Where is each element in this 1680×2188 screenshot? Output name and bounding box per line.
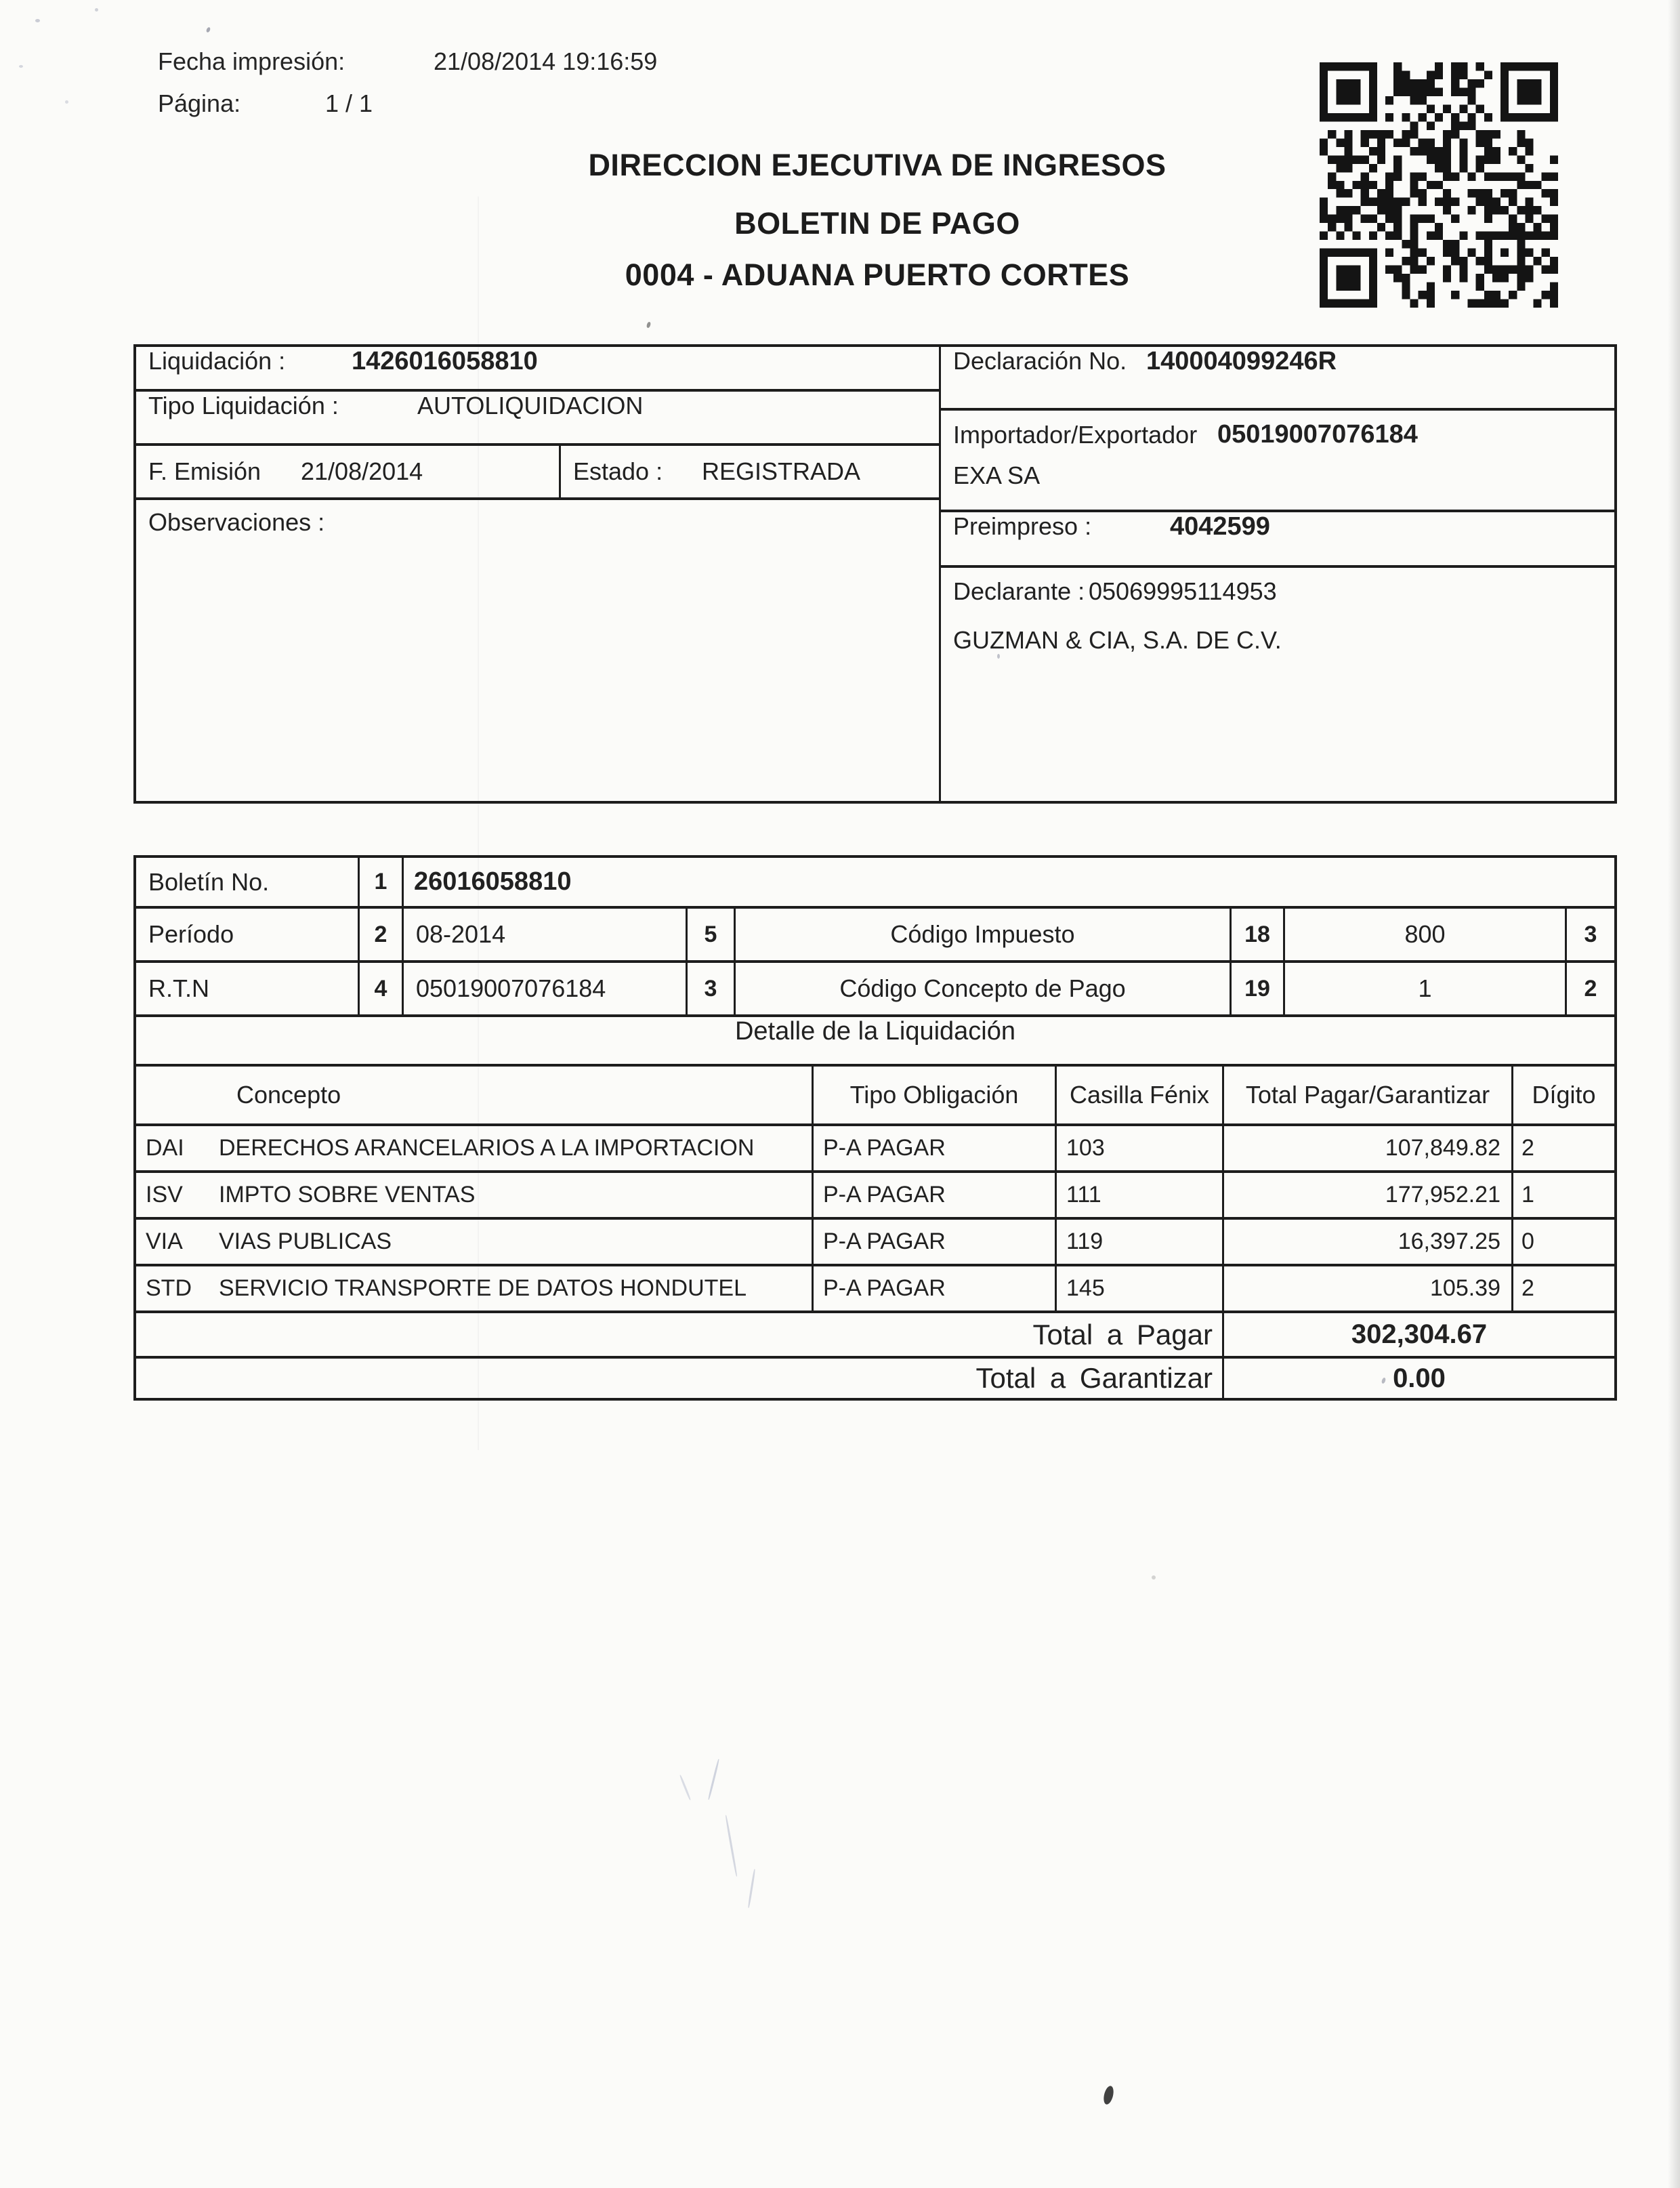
print-meta bbox=[158, 47, 657, 118]
declaracion-row bbox=[941, 347, 1614, 408]
tipo-liquidacion-row bbox=[136, 389, 939, 443]
concepto-code: STD bbox=[146, 1275, 192, 1301]
concepto-cell bbox=[136, 1266, 812, 1310]
liquidacion-label: Liquidación : bbox=[148, 347, 286, 375]
institution-title: DIRECCION EJECUTIVA DE INGRESOS bbox=[588, 148, 1167, 182]
detalle-header-row bbox=[136, 1064, 1614, 1123]
pencil-mark bbox=[725, 1815, 738, 1876]
boletin-no-label: Boletín No. bbox=[148, 867, 270, 896]
document-title: BOLETIN DE PAGO bbox=[734, 206, 1020, 241]
fecha-impresion-value: 21/08/2014 19:16:59 bbox=[434, 47, 658, 75]
total-garantizar-value: 0.00 bbox=[1222, 1359, 1614, 1398]
total-pagar-label: Total a Pagar bbox=[1032, 1318, 1213, 1350]
fecha-impresion bbox=[158, 47, 657, 76]
importador-name: EXA SA bbox=[953, 461, 1041, 489]
detalle-row-dai bbox=[136, 1123, 1614, 1170]
concepto-desc: VIAS PUBLICAS bbox=[219, 1229, 392, 1254]
boletin-no-index: 1 bbox=[358, 858, 402, 906]
declarante-name: GUZMAN & CIA, S.A. DE C.V. bbox=[953, 626, 1282, 654]
boletin-no-number: 26016058810 bbox=[414, 867, 572, 896]
importador-label: Importador/Exportador bbox=[953, 420, 1198, 449]
pagina-value: 1 / 1 bbox=[325, 89, 373, 117]
tipo-obligacion-cell: P-A PAGAR bbox=[812, 1173, 1055, 1217]
concepto-desc: IMPTO SOBRE VENTAS bbox=[219, 1182, 476, 1207]
casilla-fenix-cell: 111 bbox=[1055, 1173, 1222, 1217]
fecha-impresion-label: Fecha impresión: bbox=[158, 47, 345, 75]
pagina bbox=[158, 89, 657, 118]
qr-code-icon bbox=[1320, 62, 1558, 308]
importador-line bbox=[953, 420, 1614, 449]
emision-estado-row bbox=[136, 443, 939, 497]
declarante-label: Declarante : bbox=[953, 577, 1085, 605]
concepto-cell bbox=[136, 1126, 812, 1170]
codigo-impuesto-digit: 3 bbox=[1565, 909, 1614, 960]
tipo-obligacion-cell: P-A PAGAR bbox=[812, 1266, 1055, 1310]
declaracion-value: 140004099246R bbox=[1146, 347, 1337, 375]
concepto-desc: DERECHOS ARANCELARIOS A LA IMPORTACION bbox=[219, 1135, 755, 1161]
digito-cell: 2 bbox=[1511, 1126, 1614, 1170]
total-pagar-cell: 107,849.82 bbox=[1222, 1126, 1511, 1170]
codigo-concepto-index-left: 3 bbox=[686, 963, 734, 1014]
rtn-value: 05019007076184 bbox=[402, 963, 686, 1014]
concepto-code: VIA bbox=[146, 1229, 183, 1254]
concepto-cell bbox=[136, 1220, 812, 1264]
preimpreso-value: 4042599 bbox=[1170, 512, 1270, 541]
pencil-mark bbox=[708, 1759, 720, 1800]
scan-speck bbox=[997, 654, 1000, 659]
col-header-digito: Dígito bbox=[1511, 1067, 1614, 1123]
declarante-name-line bbox=[953, 626, 1614, 655]
scan-speck bbox=[206, 26, 211, 33]
liquidacion-info-left bbox=[136, 347, 939, 801]
detalle-row-std bbox=[136, 1264, 1614, 1310]
f-emision-label: F. Emisión bbox=[148, 457, 261, 485]
pagina-label: Página: bbox=[158, 89, 241, 117]
liquidacion-row bbox=[136, 347, 939, 389]
rtn-row bbox=[136, 960, 1614, 1014]
declarante-cell bbox=[941, 565, 1614, 801]
codigo-impuesto-index: 18 bbox=[1230, 909, 1283, 960]
concepto-code: ISV bbox=[146, 1182, 183, 1207]
total-pagar-cell: 177,952.21 bbox=[1222, 1173, 1511, 1217]
declaracion-label: Declaración No. bbox=[953, 347, 1127, 375]
col-header-tipo-obligacion: Tipo Obligación bbox=[812, 1067, 1055, 1123]
casilla-fenix-cell: 103 bbox=[1055, 1126, 1222, 1170]
col-header-concepto: Concepto bbox=[236, 1081, 341, 1109]
codigo-impuesto-label: Código Impuesto bbox=[734, 909, 1230, 960]
scan-edge-shadow bbox=[1668, 0, 1680, 2188]
f-emision-cell bbox=[136, 446, 559, 497]
digito-cell: 2 bbox=[1511, 1266, 1614, 1310]
codigo-impuesto-value: 800 bbox=[1283, 909, 1565, 960]
liquidacion-value: 1426016058810 bbox=[352, 347, 538, 375]
observaciones-label: Observaciones : bbox=[148, 508, 325, 536]
total-pagar-value: 302,304.67 bbox=[1222, 1313, 1614, 1356]
tipo-liquidacion-label: Tipo Liquidación : bbox=[148, 392, 339, 419]
casilla-fenix-cell: 145 bbox=[1055, 1266, 1222, 1310]
tipo-obligacion-cell: P-A PAGAR bbox=[812, 1220, 1055, 1264]
total-pagar-cell: 105.39 bbox=[1222, 1266, 1511, 1310]
codigo-concepto-value: 1 bbox=[1283, 963, 1565, 1014]
f-emision-value: 21/08/2014 bbox=[301, 457, 423, 485]
col-header-total-pagar: Total Pagar/Garantizar bbox=[1222, 1067, 1511, 1123]
liquidacion-info-table bbox=[133, 344, 1617, 804]
ink-speck bbox=[1102, 2085, 1115, 2105]
codigo-impuesto-index-left: 5 bbox=[686, 909, 734, 960]
casilla-fenix-cell: 119 bbox=[1055, 1220, 1222, 1264]
importador-value: 05019007076184 bbox=[1217, 420, 1418, 449]
scan-speck bbox=[35, 19, 40, 22]
detalle-title-row bbox=[136, 1014, 1614, 1064]
total-pagar-row bbox=[136, 1310, 1614, 1356]
observaciones-cell bbox=[136, 497, 939, 801]
periodo-label: Período bbox=[148, 920, 234, 948]
rtn-label: R.T.N bbox=[148, 974, 209, 1002]
scan-speck bbox=[646, 321, 652, 328]
codigo-concepto-label: Código Concepto de Pago bbox=[734, 963, 1230, 1014]
importador-name-line bbox=[953, 461, 1614, 490]
tipo-liquidacion-value: AUTOLIQUIDACION bbox=[417, 392, 644, 419]
estado-cell bbox=[559, 446, 939, 497]
preimpreso-row bbox=[941, 510, 1614, 565]
concepto-desc: SERVICIO TRANSPORTE DE DATOS HONDUTEL bbox=[219, 1275, 747, 1301]
importador-row bbox=[941, 408, 1614, 510]
scan-speck bbox=[65, 100, 68, 104]
detalle-row-via bbox=[136, 1217, 1614, 1264]
digito-cell: 0 bbox=[1511, 1220, 1614, 1264]
detalle-row-isv bbox=[136, 1170, 1614, 1217]
digito-cell: 1 bbox=[1511, 1173, 1614, 1217]
preimpreso-label: Preimpreso : bbox=[953, 512, 1092, 540]
codigo-concepto-digit: 2 bbox=[1565, 963, 1614, 1014]
pencil-mark bbox=[679, 1775, 692, 1800]
col-header-casilla-fenix: Casilla Fénix bbox=[1055, 1067, 1222, 1123]
aduana-title: 0004 - ADUANA PUERTO CORTES bbox=[625, 257, 1130, 292]
rtn-index: 4 bbox=[358, 963, 402, 1014]
estado-label: Estado : bbox=[573, 457, 663, 485]
scan-speck bbox=[1152, 1575, 1156, 1580]
boletin-no-row bbox=[136, 858, 1614, 906]
periodo-index: 2 bbox=[358, 909, 402, 960]
concepto-cell bbox=[136, 1173, 812, 1217]
pencil-mark bbox=[747, 1869, 755, 1908]
tipo-obligacion-cell: P-A PAGAR bbox=[812, 1126, 1055, 1170]
scan-speck bbox=[95, 8, 98, 12]
scan-speck bbox=[19, 65, 23, 68]
concepto-code: DAI bbox=[146, 1135, 184, 1161]
declarante-line bbox=[953, 577, 1614, 606]
scan-fold-line bbox=[478, 197, 479, 1450]
boletin-detalle-table bbox=[133, 855, 1617, 1401]
liquidacion-info-right bbox=[939, 347, 1614, 801]
periodo-row bbox=[136, 906, 1614, 960]
declarante-value: 05069995114953 bbox=[1089, 577, 1277, 605]
detalle-title: Detalle de la Liquidación bbox=[734, 1017, 1016, 1046]
boletin-no-value bbox=[402, 858, 1614, 906]
total-garantizar-row bbox=[136, 1356, 1614, 1398]
estado-value: REGISTRADA bbox=[702, 457, 861, 485]
total-garantizar-label: Total a Garantizar bbox=[975, 1362, 1213, 1394]
codigo-concepto-index: 19 bbox=[1230, 963, 1283, 1014]
total-pagar-cell: 16,397.25 bbox=[1222, 1220, 1511, 1264]
periodo-value: 08-2014 bbox=[402, 909, 686, 960]
